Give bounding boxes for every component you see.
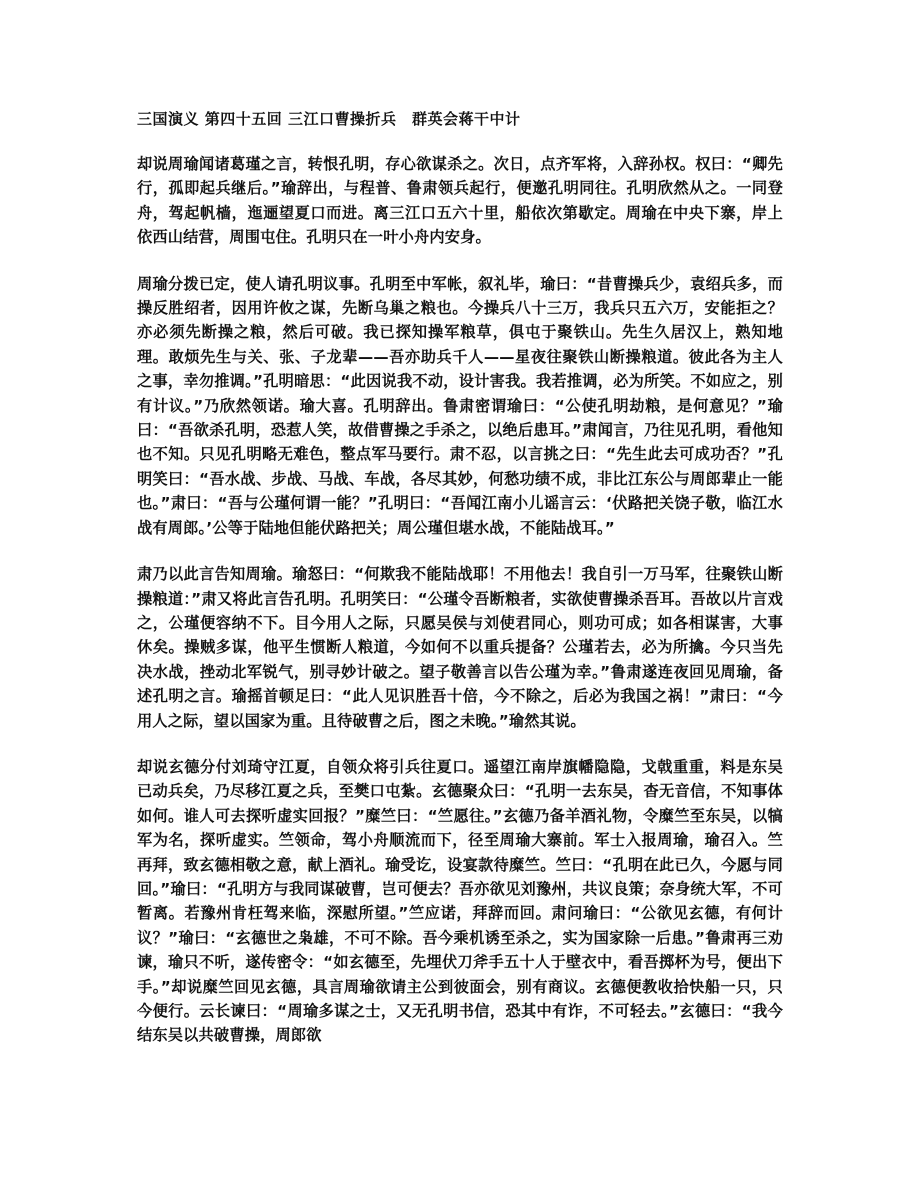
paragraph-2: 周瑜分拨已定，使人请孔明议事。孔明至中军帐，叙礼毕，瑜曰：“昔曹操兵少，袁绍兵多，而操反胜绍者，因用许攸之谋，先断乌巢之粮也。今操兵八十三万，我兵只五六万，安能拒之？亦必须先断操之粮，然后可破。我已探知操军粮草，俱屯于聚铁山。先生久居汉上，熟知地理。敢烦先生与关、张、子龙辈——吾亦助兵千人——星夜往聚铁山断操粮道。彼此各为主人之事，幸勿推调。”孔明暗思：“此因说我不动，设计害我。我若推调，必为所笑。不如应之，别有计议。”乃欣然领诺。瑜大喜。孔明辞出。鲁肃密谓瑜曰：“公使孔明劫粮，是何意见？”瑜曰：“吾欲杀孔明，恐惹人笑，故借曹操之手杀之，以绝后患耳。”肃闻言，乃往见孔明，看他知也不知。只见孔明略无难色，整点军马要行。肃不忍，以言挑之曰：“先生此去可成功否？”孔明笑曰：“吾水战、步战、马战、车战，各尽其妙，何愁功绩不成，非比江东公与周郎辈止一能也。”肃曰：“吾与公瑾何谓一能？”孔明曰：“吾闻江南小儿谣言云：‘伏路把关饶子敬，临江水战有周郎。’公等于陆地但能伏路把关；周公瑾但堪水战，不能陆战耳。” bbox=[137, 274, 783, 537]
paragraph-4: 却说玄德分付刘琦守江夏，自领众将引兵往夏口。遥望江南岸旗幡隐隐，戈戟重重，料是东吴已动兵矣，乃尽移江夏之兵，至樊口屯紮。玄德聚众曰：“孔明一去东吴，杳无音信，不知事体如何。谁人可去探听虚实回报？”糜竺曰：“竺愿往。”玄德乃备羊酒礼物，令糜竺至东吴，以犒军为名，探听虚实。竺领命，驾小舟顺流而下，径至周瑜大寨前。军士入报周瑜，瑜召入。竺再拜，致玄德相敬之意，献上酒礼。瑜受讫，设宴款待糜竺。竺曰：“孔明在此已久，今愿与同回。”瑜曰：“孔明方与我同谋破曹，岂可便去？吾亦欲见刘豫州，共议良策；奈身统大军，不可暂离。若豫州肯枉驾来临，深慰所望。”竺应诺，拜辞而回。肃问瑜曰：“公欲见玄德，有何计议？”瑜曰：“玄德世之枭雄，不可不除。吾今乘机诱至杀之，实为国家除一后患。”鲁肃再三劝谏，瑜只不听，遂传密令：“如玄德至，先埋伏刀斧手五十人于壁衣中，看吾掷杯为号，便出下手。”却说糜竺回见玄德，具言周瑜欲请主公到彼面会，别有商议。玄德便教收拾快船一只，只今便行。云长谏曰：“周瑜多谋之士，又无孔明书信，恐其中有诈，不可轻去。”玄德曰：“我今结东吴以共破曹操，周郎欲 bbox=[137, 757, 783, 1045]
document-title: 三国演义 第四十五回 三江口曹操折兵 群英会蒋干中计 bbox=[137, 110, 521, 128]
document-page bbox=[137, 108, 783, 1070]
paragraph-3: 肃乃以此言告知周瑜。瑜怒曰：“何欺我不能陆战耶！不用他去！我自引一万马军，往聚铁山断操粮道：”肃又将此言告孔明。孔明笑曰：“公瑾令吾断粮者，实欲使曹操杀吾耳。吾故以片言戏之，公瑾便容纳不下。目今用人之际，只愿吴侯与刘使君同心，则功可成；如各相谋害，大事休矣。操贼多谋，他平生惯断人粮道，今如何不以重兵提备？公瑾若去，必为所擒。今只当先决水战，挫动北军锐气，别寻妙计破之。望子敬善言以告公瑾为幸。”鲁肃遂连夜回见周瑜，备述孔明之言。瑜摇首顿足曰：“此人见识胜吾十倍，今不除之，后必为我国之祸！”肃曰：“今用人之际，望以国家为重。且待破曹之后，图之未晚。”瑜然其说。 bbox=[137, 565, 783, 730]
paragraph-1: 却说周瑜闻诸葛瑾之言，转恨孔明，存心欲谋杀之。次日，点齐军将，入辞孙权。权曰：“卿先行，孤即起兵继后。”瑜辞出，与程普、鲁肃领兵起行，便邀孔明同往。孔明欣然从之。一同登舟，驾起帆樯，迤逦望夏口而进。离三江口五六十里，船依次第歇定。周瑜在中央下寨，岸上依西山结营，周围屯住。孔明只在一叶小舟内安身。 bbox=[137, 155, 783, 247]
